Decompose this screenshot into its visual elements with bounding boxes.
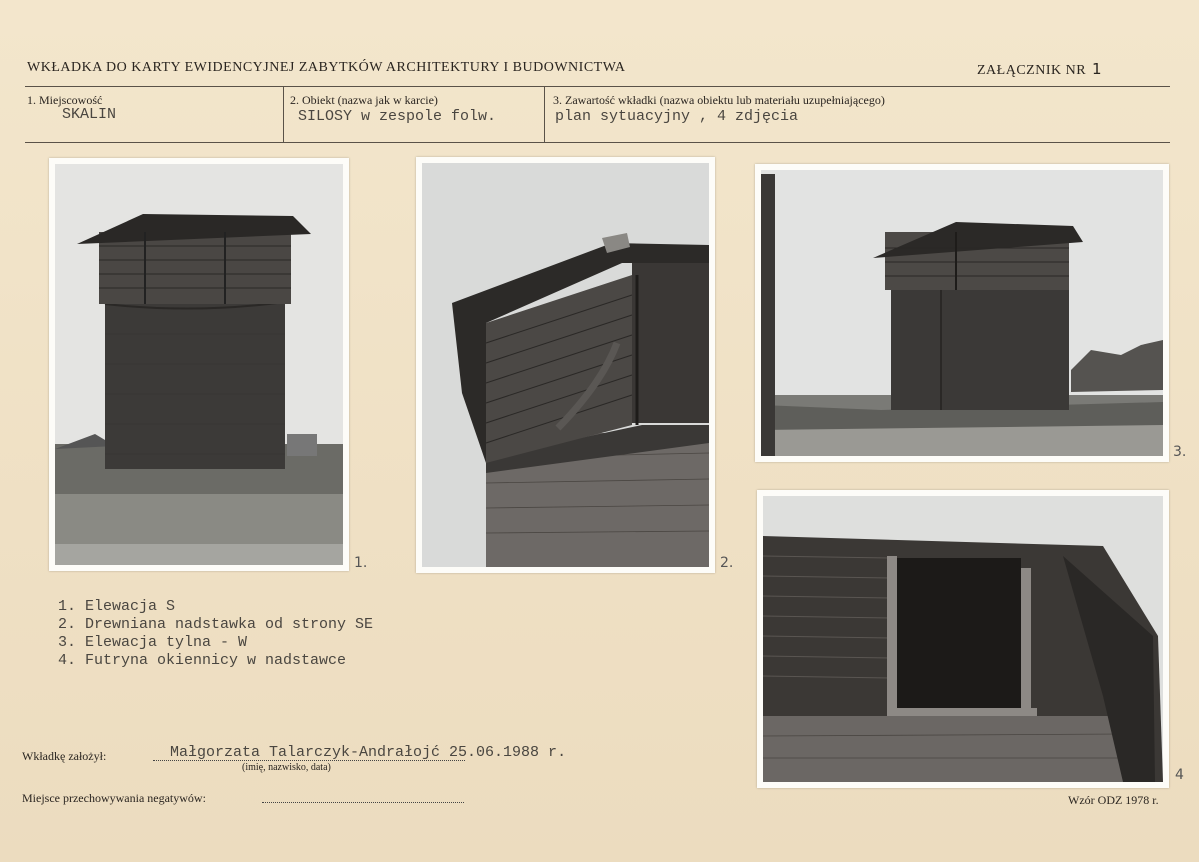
caption-4: 4. Futryna okiennicy w nadstawce [58, 652, 347, 669]
attachment-label [977, 60, 1102, 79]
attachment-number: 1 [1092, 60, 1103, 78]
field-divider-2 [544, 86, 545, 142]
locality-value: SKALIN [62, 106, 117, 123]
object-label: 2. Obiekt (nazwa jak w karcie) [290, 93, 438, 107]
created-by-hint: (imię, nazwisko, data) [242, 762, 331, 773]
caption-3: 3. Elewacja tylna - W [58, 634, 248, 651]
photo-1-number: 1. [354, 555, 368, 571]
created-by-label: Wkładkę założył: [22, 749, 107, 763]
photo-4 [757, 490, 1169, 788]
photo-1-image [55, 164, 343, 565]
attachment-label-text: ZAŁĄCZNIK NR [977, 63, 1087, 78]
photo-1 [49, 158, 349, 571]
caption-1: 1. Elewacja S [58, 598, 176, 615]
photo-captions [58, 598, 373, 670]
photo-4-image [763, 496, 1163, 782]
contents-value: plan sytuacyjny , 4 zdjęcia [555, 108, 799, 125]
header-rule-top [25, 86, 1170, 87]
negatives-location-label: Miejsce przechowywania negatywów: [22, 791, 206, 805]
negatives-location-line [262, 802, 464, 803]
object-value: SILOSY w zespole folw. [298, 108, 497, 125]
photo-3-number: 3. [1173, 444, 1187, 460]
photo-3 [755, 164, 1169, 462]
caption-2: 2. Drewniana nadstawka od strony SE [58, 616, 374, 633]
photo-2 [416, 157, 715, 573]
locality-label: 1. Miejscowość [27, 93, 103, 107]
photo-2-image [422, 163, 709, 567]
field-divider-1 [283, 86, 284, 142]
photo-4-number: 4 [1175, 767, 1184, 783]
created-by-value: Małgorzata Talarczyk-Andrałojć 25.06.1988 r. [170, 744, 567, 761]
card-title: WKŁADKA DO KARTY EWIDENCYJNEJ ZABYTKÓW ARCHITEKTURY I BUDOWNICTWA [27, 60, 626, 75]
photo-2-number: 2. [720, 555, 734, 571]
header-rule-bottom [25, 142, 1170, 143]
form-version: Wzór ODZ 1978 r. [1068, 793, 1159, 807]
contents-label: 3. Zawartość wkładki (nazwa obiektu lub materiału uzupełniającego) [553, 93, 885, 107]
photo-3-image [761, 170, 1163, 456]
